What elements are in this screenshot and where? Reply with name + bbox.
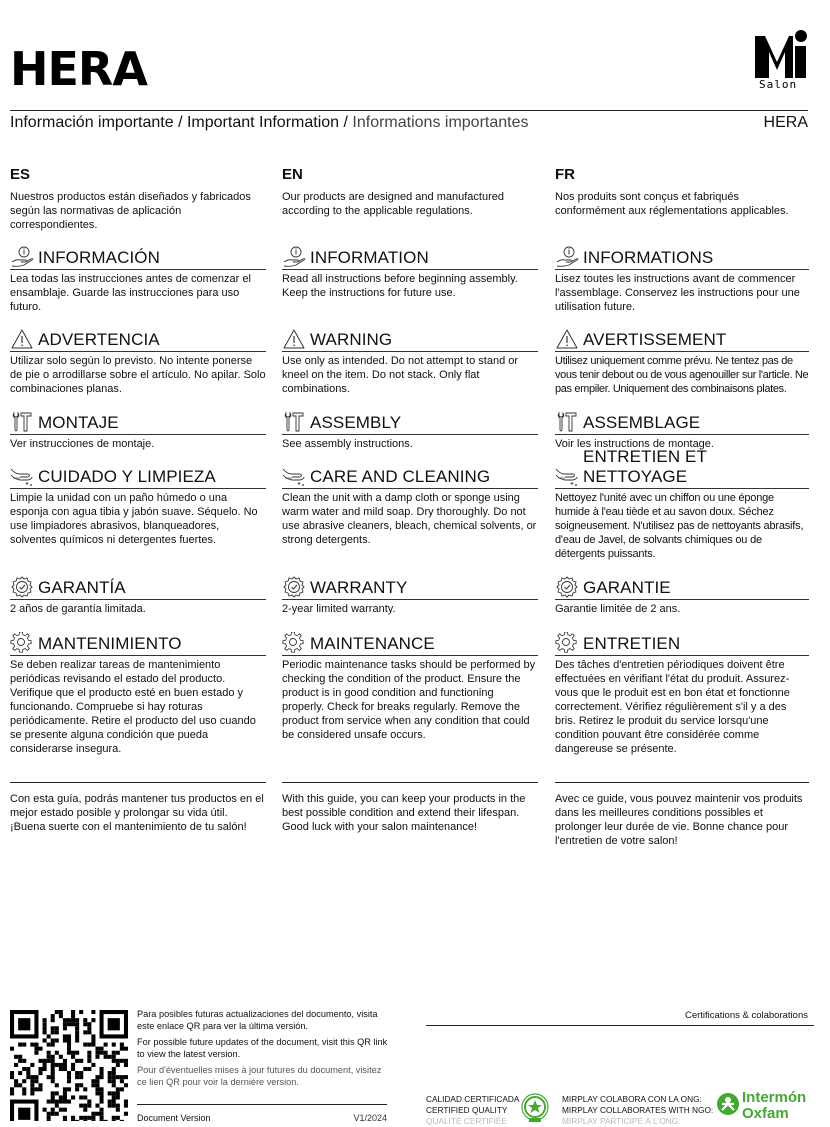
section-body: 2-year limited warranty.	[282, 603, 396, 615]
ngo-fr: MIRPLAY PARTICIPE À L'ONG:	[562, 1116, 681, 1126]
header-divider	[10, 110, 808, 111]
section-body: Lea todas las instrucciones antes de comenzar el ensamblaje. Guarde las instrucciones para uso futuro.	[10, 273, 251, 313]
section-title: WARNING	[310, 330, 393, 349]
gear-icon	[10, 632, 36, 654]
oxfam-logo-icon	[716, 1090, 740, 1121]
mi-logo-icon	[755, 28, 809, 78]
ngo-collaboration-text	[562, 1094, 713, 1127]
warning-triangle-icon	[282, 328, 308, 350]
certifications-divider	[426, 1025, 814, 1026]
section-warranty	[282, 574, 538, 616]
subheader-en: Important Information	[186, 114, 340, 131]
language-heading: EN	[282, 166, 303, 183]
brand-logo	[752, 24, 812, 94]
section-body: Garantie limitée de 2 ans.	[555, 603, 681, 615]
section-assembly	[10, 409, 266, 451]
section-body: Periodic maintenance tasks should be performed by checking the condition of the product. Ensure the product is in good condition and functioning properly. Check for breaks regularly. Remove the product from service when any condition that could be considered unsafe occurs.	[282, 659, 536, 741]
intro-text: Nos produits sont conçus et fabriqués conformément aux réglementations applicables.	[555, 191, 789, 217]
section-title: ADVERTENCIA	[38, 330, 160, 349]
cleaning-hand-icon	[555, 465, 581, 487]
gear-icon	[282, 632, 308, 654]
intro-text: Nuestros productos están diseñados y fabricados según las normativas de aplicación correspondientes.	[10, 191, 251, 231]
section-body: Ver instrucciones de montaje.	[10, 438, 155, 450]
cert-en: CERTIFIED QUALITY	[426, 1105, 508, 1115]
section-maintenance	[282, 630, 538, 742]
cert-es: CALIDAD CERTIFICADA	[426, 1094, 520, 1104]
intro-text: Our products are designed and manufactured according to the applicable regulations.	[282, 191, 504, 217]
qr-divider	[137, 1104, 387, 1105]
section-assembly	[282, 409, 538, 451]
section-title: ENTRETIEN	[583, 634, 681, 653]
subheader-fr: Informations importantes	[352, 114, 529, 131]
section-title: AVERTISSEMENT	[583, 330, 727, 349]
warranty-badge-icon	[10, 576, 36, 598]
section-warranty	[10, 574, 266, 616]
section-warning	[555, 326, 809, 396]
qr-text-fr: Pour d'éventuelles mises à jour futures du document, visitez ce lien QR pour voir la dernière version.	[137, 1065, 382, 1087]
oxfam-line1: Intermón	[742, 1089, 807, 1106]
hand-info-icon	[282, 246, 308, 268]
warning-triangle-icon	[555, 328, 581, 350]
section-title: MAINTENANCE	[310, 634, 435, 653]
section-title: INFORMATION	[310, 248, 429, 267]
document-version-value: V1/2024	[353, 1113, 387, 1123]
section-body: Read all instructions before beginning assembly. Keep the instructions for future use.	[282, 273, 518, 299]
ngo-en: MIRPLAY COLLABORATES WITH NGO:	[562, 1105, 714, 1115]
certifications-title: Certifications & colaborations	[684, 1010, 808, 1021]
document-title: HERA	[10, 42, 147, 96]
qr-text-en: For possible future updates of the document, visit this QR link to view the latest version.	[137, 1037, 388, 1059]
warranty-badge-icon	[555, 576, 581, 598]
section-body: 2 años de garantía limitada.	[10, 603, 146, 615]
document-version	[137, 1113, 387, 1124]
language-heading: FR	[555, 166, 575, 183]
column-en	[282, 166, 538, 833]
closing-text: With this guide, you can keep your products in the best possible condition and extend their lifespan. Good luck with your salon maintenance!	[282, 793, 526, 833]
closing-text: Avec ce guide, vous pouvez maintenir vos produits dans les meilleures conditions possibles et prolonger leur durée de vie. Bonne chance pour l'entretien de votre salon!	[555, 793, 803, 847]
section-warning	[282, 326, 538, 396]
quality-star-badge-icon	[520, 1092, 550, 1122]
section-body: Se deben realizar tareas de mantenimiento periódicas revisando el estado del producto. Verifique que el producto esté en buen estado y funcionando. Compruebe si hay roturas periódicamente. Retire el producto del uso cuando se presente alguna condición que pueda considerarse insegura.	[10, 659, 256, 755]
section-body: Voir les instructions de montage.	[555, 438, 714, 450]
section-body: Utilisez uniquement comme prévu. Ne tentez pas de vous tenir debout ou de vous agenouiller sur l'article. Ne pas empiler. Uniquement des combinaisons plates.	[555, 355, 809, 395]
section-title: ENTRETIEN ET NETTOYAGE	[583, 447, 707, 486]
closing-divider	[10, 782, 266, 783]
qr-instructions	[137, 1009, 389, 1093]
section-title: CARE AND CLEANING	[310, 467, 491, 486]
section-body: Des tâches d'entretien périodiques doivent être effectuées en vérifiant l'état du produit. Assurez-vous que le produit est en bon état et fonctionne correctement. Vérifiez régulièrement s'il y a des bris. Retirez le produit du service lorsqu'une condition pouvant être considérée comme dangereuse se présente.	[555, 659, 790, 755]
section-title: INFORMATIONS	[583, 248, 714, 267]
section-title: MONTAJE	[38, 413, 119, 432]
subheader	[10, 113, 808, 133]
cleaning-hand-icon	[10, 465, 36, 487]
section-title: INFORMACIÓN	[38, 248, 160, 267]
warning-triangle-icon	[10, 328, 36, 350]
section-title: WARRANTY	[310, 578, 408, 597]
tools-icon	[555, 411, 581, 433]
section-care	[10, 463, 266, 547]
tools-icon	[282, 411, 308, 433]
cert-fr: QUALITÉ CERTIFIÉE	[426, 1116, 507, 1126]
section-title: ASSEMBLY	[310, 413, 402, 432]
column-es	[10, 166, 266, 833]
subheader-product: HERA	[763, 114, 808, 131]
subheader-es: Información importante	[10, 114, 174, 131]
document-version-label: Document Version	[137, 1113, 211, 1123]
warranty-badge-icon	[282, 576, 308, 598]
section-title: CUIDADO Y LIMPIEZA	[38, 467, 216, 486]
section-body: Use only as intended. Do not attempt to stand or kneel on the item. Do not stack. Only flat combinations.	[282, 355, 519, 395]
section-information	[555, 244, 809, 314]
subheader-sep: /	[339, 114, 353, 131]
section-body: Utilizar solo según lo previsto. No intente ponerse de pie o arrodillarse sobre el artículo. No apilar. Solo combinaciones planas.	[10, 355, 266, 395]
section-assembly	[555, 409, 809, 451]
logo-salon-text: Salon	[759, 78, 798, 91]
ngo-es: MIRPLAY COLABORA CON LA ONG:	[562, 1094, 702, 1104]
oxfam-line2: Oxfam	[742, 1105, 789, 1122]
section-body: Nettoyez l'unité avec un chiffon ou une éponge humide à l'eau tiède et au savon doux. Séchez soigneusement. N'utilisez pas de nettoyants abrasifs, d'eau de Javel, de solvants chimiques ou de détergents puissants.	[555, 492, 804, 560]
closing-divider	[555, 782, 809, 783]
section-warranty	[555, 574, 809, 616]
hand-info-icon	[10, 246, 36, 268]
section-title: ASSEMBLAGE	[583, 413, 701, 432]
certified-quality-text	[426, 1094, 519, 1127]
section-body: Limpie la unidad con un paño húmedo o una esponja con agua tibia y jabón suave. Séquelo. No use limpiadores abrasivos, blanqueadores, solventes químicos ni detergentes fuertes.	[10, 492, 258, 546]
closing-text: Con esta guía, podrás mantener tus productos en el mejor estado posible y prolongar su vida útil. ¡Buena suerte con el mantenimiento de tu salón!	[10, 793, 264, 833]
subheader-sep: /	[173, 114, 187, 131]
section-maintenance	[555, 630, 809, 756]
section-body: Lisez toutes les instructions avant de commencer l'assemblage. Conservez les instructions pour une utilisation future.	[555, 273, 800, 313]
qr-code[interactable]	[10, 1010, 128, 1121]
column-fr	[555, 166, 809, 847]
tools-icon	[10, 411, 36, 433]
section-body: See assembly instructions.	[282, 438, 413, 450]
section-maintenance	[10, 630, 266, 756]
section-care	[282, 463, 538, 547]
section-information	[282, 244, 538, 300]
qr-code-icon	[10, 1010, 128, 1121]
qr-text-es: Para posibles futuras actualizaciones del documento, visita este enlace QR para ver la última versión.	[137, 1009, 378, 1031]
section-title: MANTENIMIENTO	[38, 634, 182, 653]
closing-divider	[282, 782, 538, 783]
section-title: GARANTÍA	[38, 578, 126, 597]
section-care	[555, 447, 809, 561]
hand-info-icon	[555, 246, 581, 268]
section-warning	[10, 326, 266, 396]
gear-icon	[555, 632, 581, 654]
section-body: Clean the unit with a damp cloth or sponge using warm water and mild soap. Dry thoroughly. Do not use abrasive cleaners, bleach, chemical solvents, or strong detergents.	[282, 492, 537, 546]
language-heading: ES	[10, 166, 31, 183]
cleaning-hand-icon	[282, 465, 308, 487]
section-title: GARANTIE	[583, 578, 671, 597]
section-information	[10, 244, 266, 314]
